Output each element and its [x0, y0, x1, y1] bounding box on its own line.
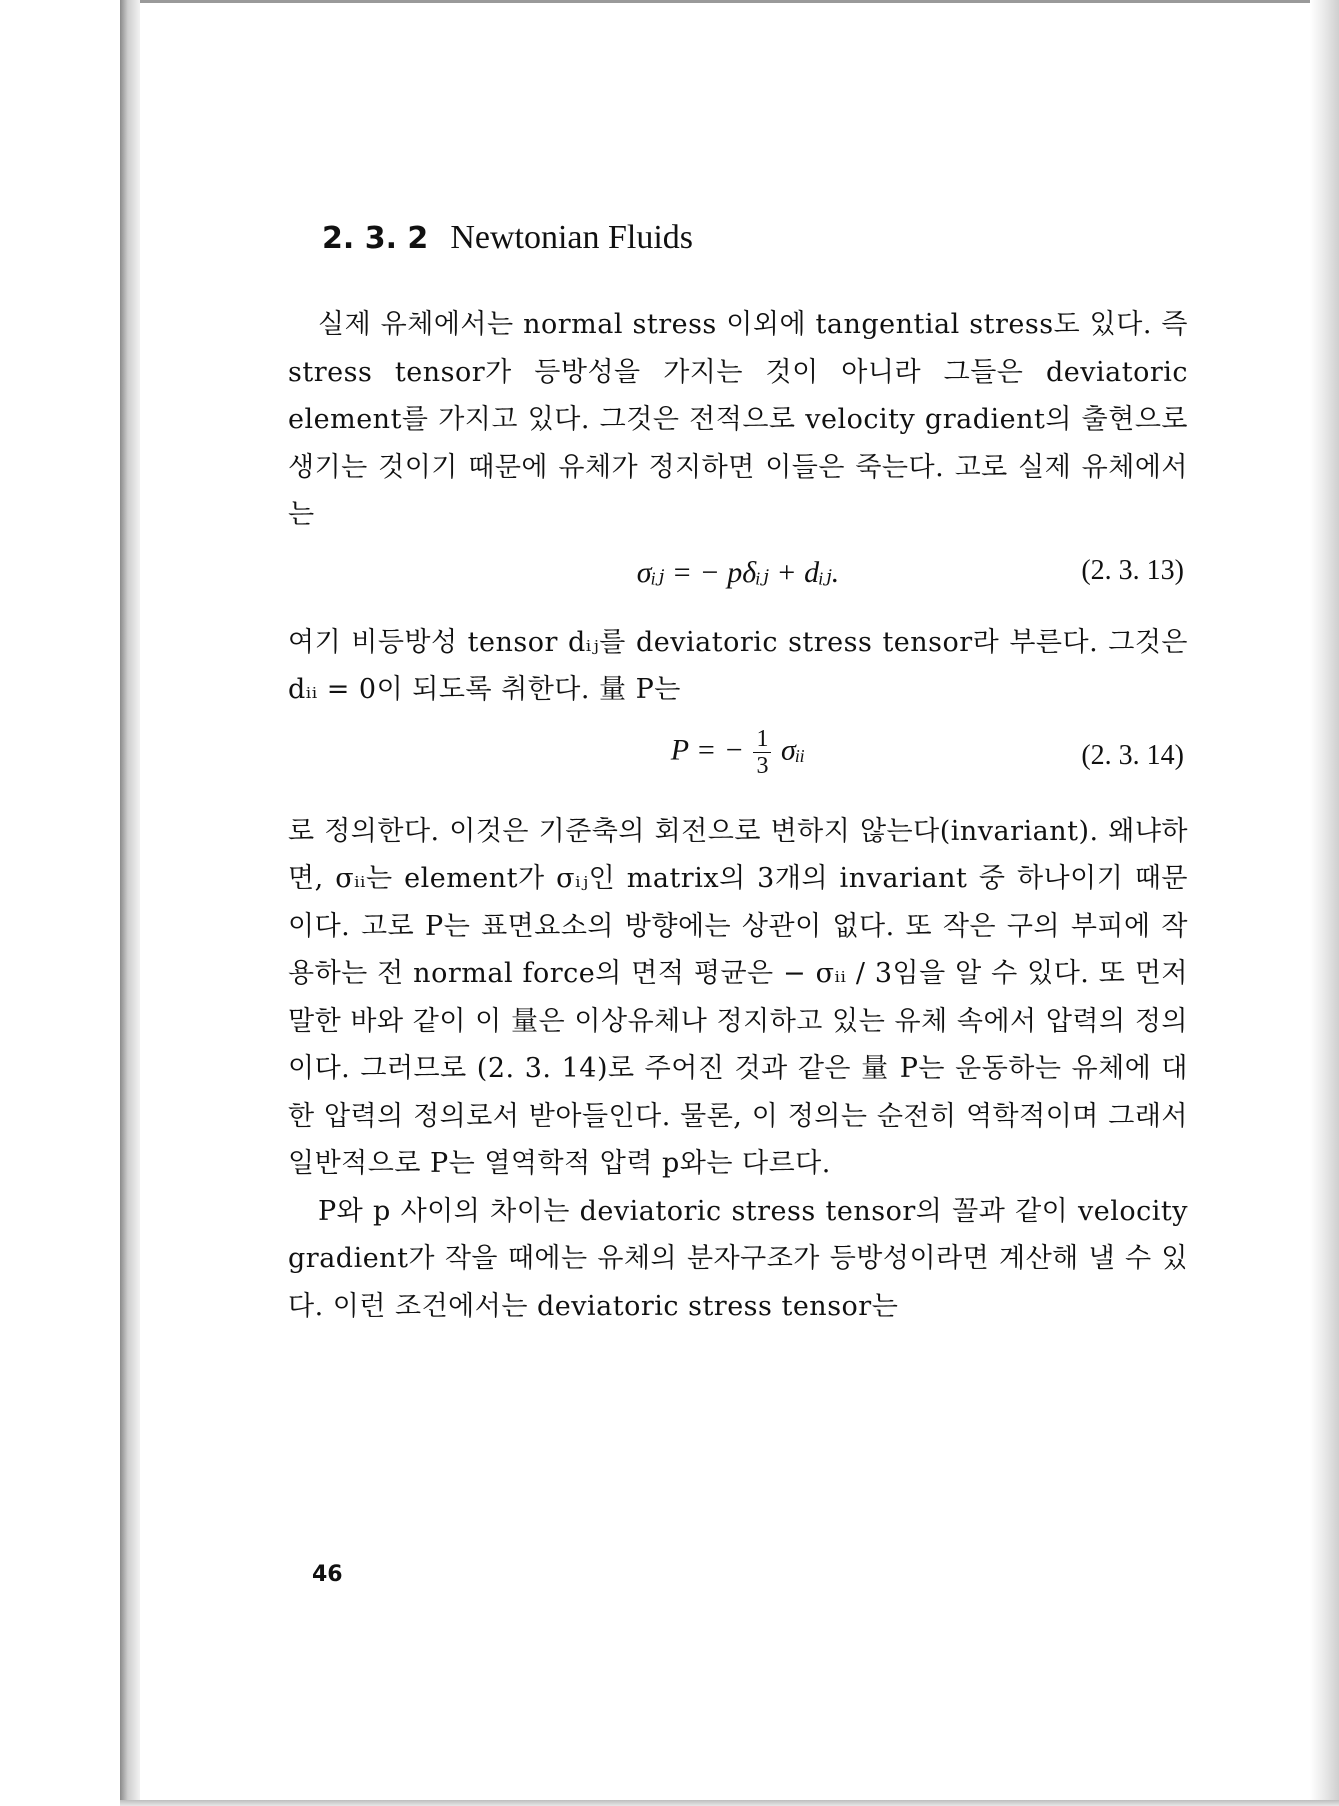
section-number: 2. 3. 2 [322, 221, 429, 256]
paragraph-2: 여기 비등방성 tensor dᵢⱼ를 deviatoric stress tensor라 부른다. 그것은 dᵢᵢ = 0이 되도록 취한다. 量 P는 [288, 626, 1188, 705]
equation-lhs: P = − [670, 732, 744, 766]
equation-formula: σᵢⱼ = − pδᵢⱼ + dᵢⱼ. [636, 555, 840, 589]
section-heading [322, 210, 1188, 267]
section-title: Newtonian Fluids [450, 219, 694, 256]
page-edge-bottom [120, 1800, 1339, 1806]
paragraph-3: 로 정의한다. 이것은 기준축의 회전으로 변하지 않는다(invariant). 왜냐하면, σᵢᵢ는 element가 σᵢⱼ인 matrix의 3개의 invariant 중 하나이기 때문이다. 고로 P는 표면요소의 방향에는 상관이 없다. 또 작은 구의 부피에 작용하는 전 normal force의 면적 평균은 − σᵢᵢ / 3임을 알 수 있다. 또 먼저 말한 바와 같이 이 量은 이상유체나 정지하고 있는 유체 속에서 압력의 정의이다. 그러므로 (2. 3. 14)로 주어진 것과 같은 量 P는 운동하는 유체에 대한 압력의 정의로서 받아들인다. 물론, 이 정의는 순전히 역학적이며 그래서 일반적으로 P는 열역학적 압력 p와는 다르다. [288, 815, 1188, 1179]
page-number: 46 [312, 1562, 343, 1587]
page-content [288, 210, 1188, 1330]
equation-number: (2. 3. 13) [1081, 554, 1184, 586]
equation-2-3-13 [288, 543, 1188, 613]
equation-number: (2. 3. 14) [1081, 739, 1184, 771]
page-right-edge [1310, 0, 1339, 1806]
equation-rhs: σᵢᵢ [780, 732, 806, 766]
page-binding-shadow [120, 0, 140, 1806]
equation-2-3-14 [288, 718, 1188, 802]
paragraph-4: P와 p 사이의 차이는 deviatoric stress tensor의 꼴과 같이 velocity gradient가 작을 때에는 유체의 분자구조가 등방성이라면 계산해 낼 수 있다. 이런 조건에서는 deviatoric stress tensor는 [288, 1195, 1188, 1322]
equation-formula [288, 726, 1188, 779]
fraction-denominator: 3 [756, 752, 769, 779]
paragraph-1: 실제 유체에서는 normal stress 이외에 tangential stress도 있다. 즉 stress tensor가 등방성을 가지는 것이 아니라 그들은 deviatoric element를 가지고 있다. 그것은 전적으로 velocity gradient의 출현으로 생기는 것이기 때문에 유체가 정지하면 이들은 죽는다. 고로 실제 유체에서는 [288, 309, 1188, 530]
fraction-numerator: 1 [753, 726, 771, 753]
fraction [753, 726, 771, 779]
page-edge-top [120, 0, 1339, 3]
